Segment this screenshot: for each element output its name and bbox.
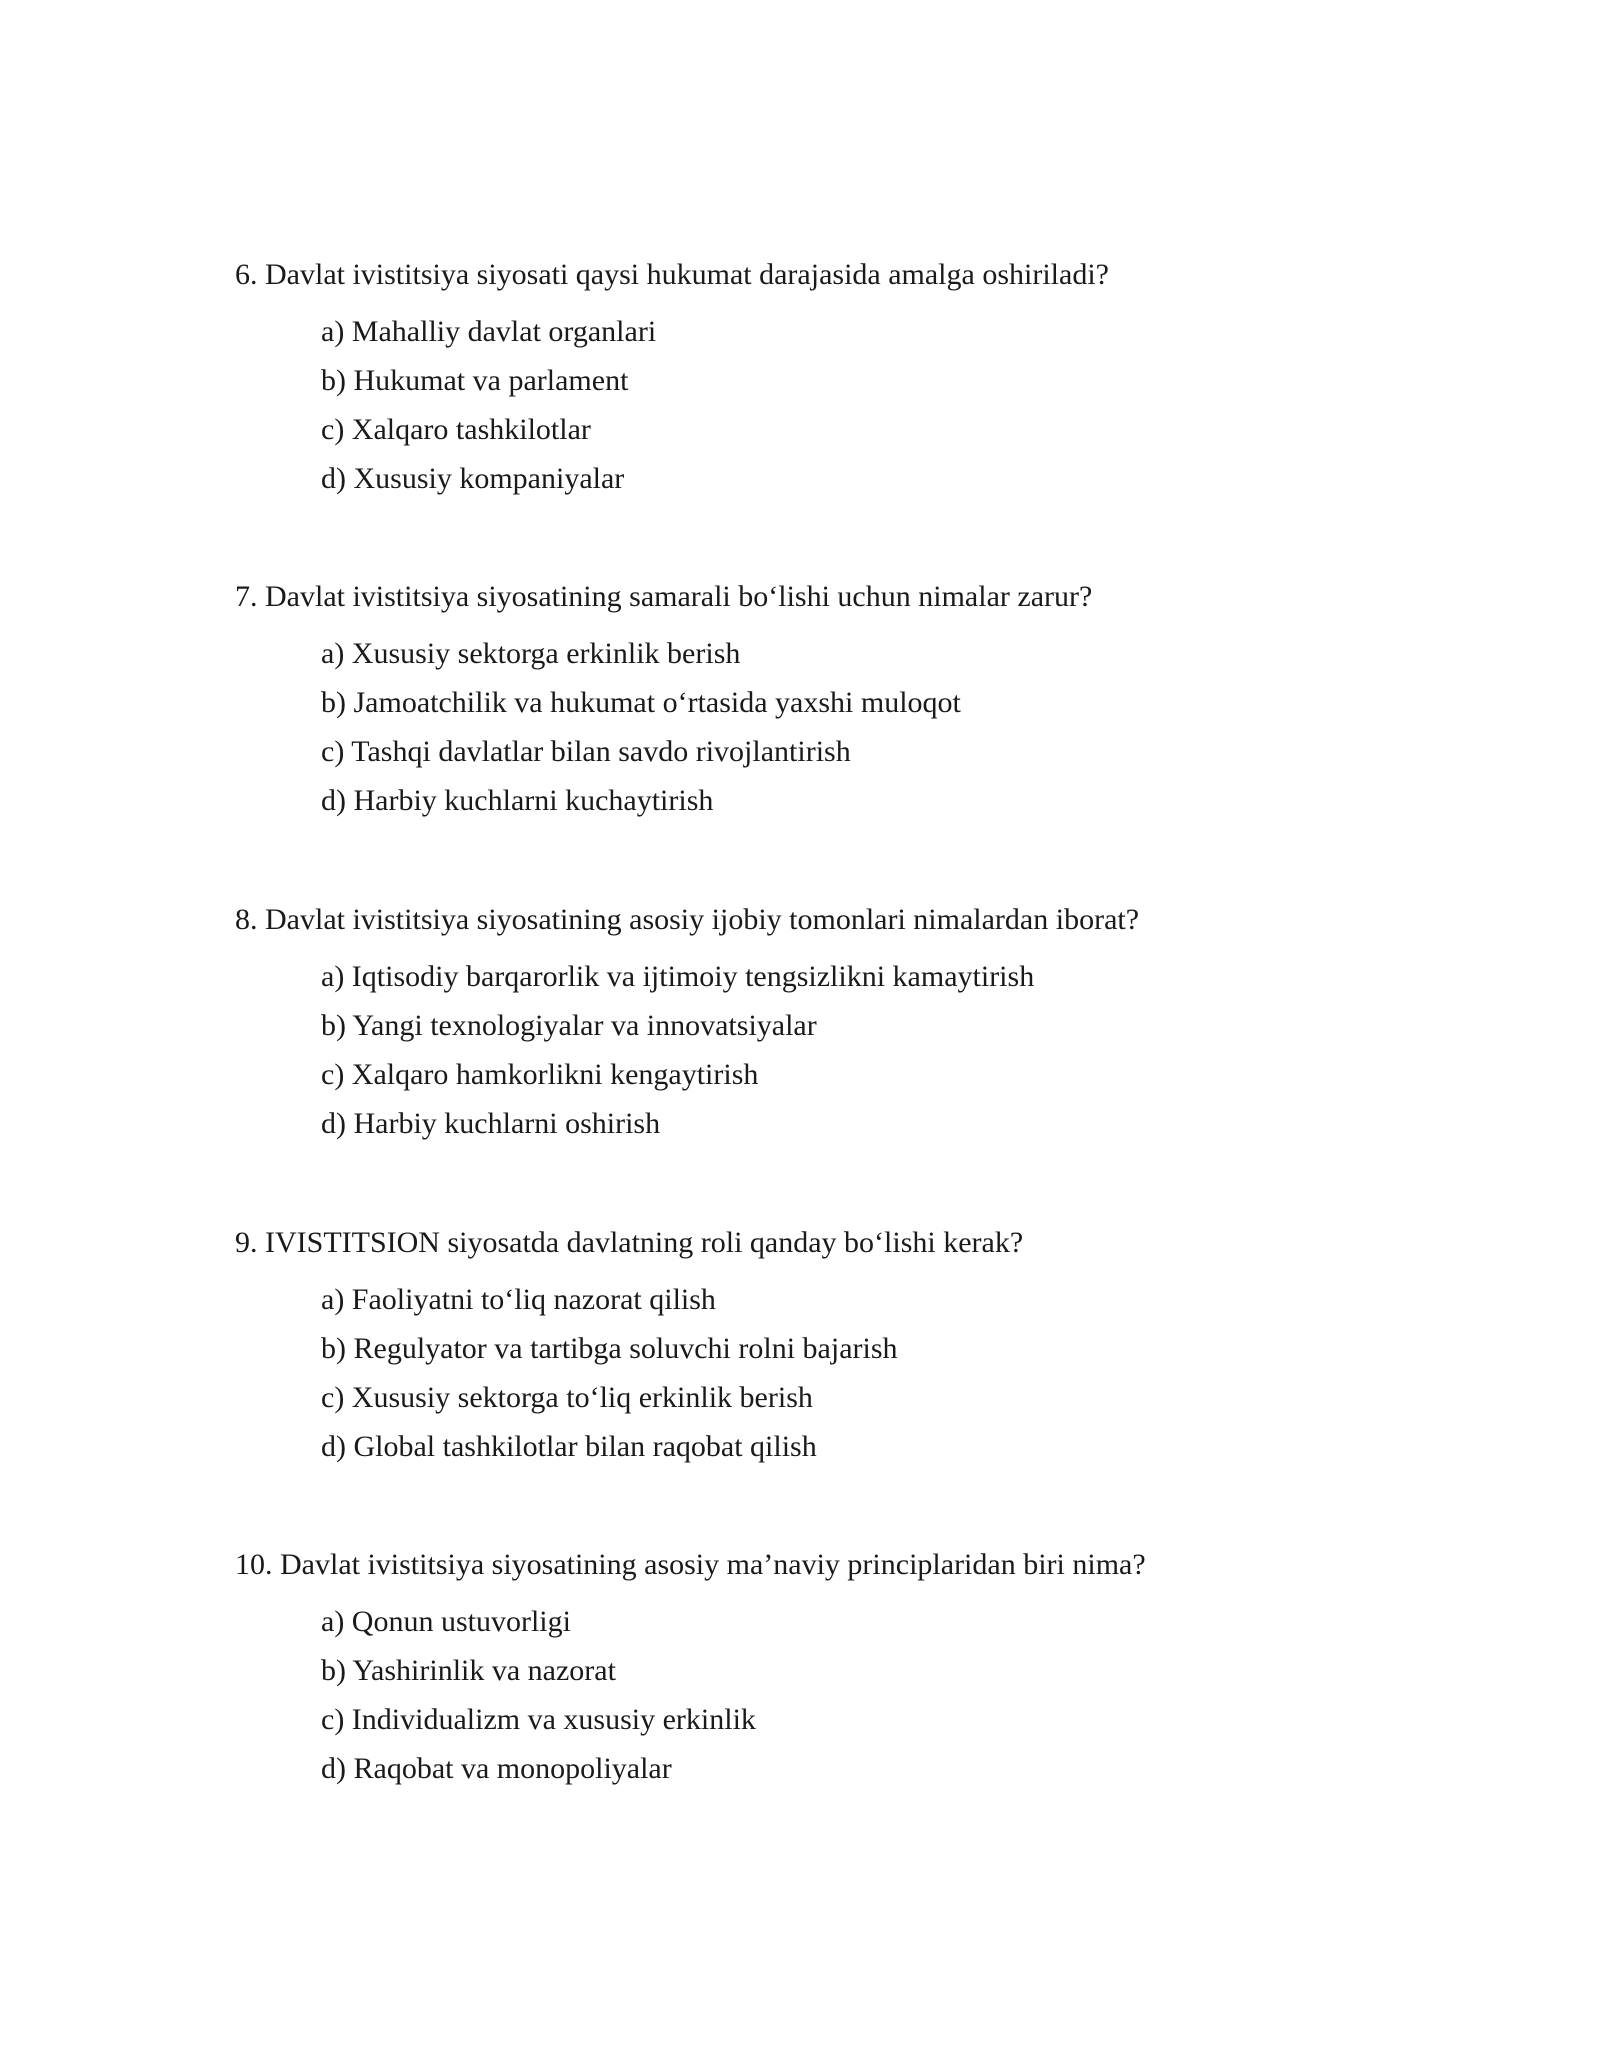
question-block-8 xyxy=(235,902,1435,1155)
question-text: 7. Davlat ivistitsiya siyosatining samarali bo‘lishi uchun nimalar zarur? xyxy=(235,580,1093,613)
option-b: b) Jamoatchilik va hukumat o‘rtasida yaxshi muloqot xyxy=(321,686,961,719)
option-a: a) Mahalliy davlat organlari xyxy=(321,315,657,348)
option-c: c) Xalqaro hamkorlikni kengaytirish xyxy=(321,1058,759,1091)
question-block-10 xyxy=(235,1547,1435,1800)
option-b: b) Hukumat va parlament xyxy=(321,364,629,397)
option-a: a) Faoliyatni to‘liq nazorat qilish xyxy=(321,1283,716,1316)
option-d: d) Raqobat va monopoliyalar xyxy=(321,1752,672,1785)
answer-options xyxy=(321,959,1435,1142)
option-d: d) Xususiy kompaniyalar xyxy=(321,462,625,495)
option-b: b) Yashirinlik va nazorat xyxy=(321,1654,616,1687)
answer-options xyxy=(321,1604,1435,1787)
option-b: b) Yangi texnologiyalar va innovatsiyalar xyxy=(321,1009,817,1042)
question-block-7 xyxy=(235,579,1435,832)
option-c: c) Individualizm va xususiy erkinlik xyxy=(321,1703,756,1736)
option-b: b) Regulyator va tartibga soluvchi rolni bajarish xyxy=(321,1332,898,1365)
question-text: 8. Davlat ivistitsiya siyosatining asosiy ijobiy tomonlari nimalardan iborat? xyxy=(235,903,1140,936)
option-a: a) Xususiy sektorga erkinlik berish xyxy=(321,637,741,670)
question-block-6 xyxy=(235,257,1435,510)
question-text: 6. Davlat ivistitsiya siyosati qaysi hukumat darajasida amalga oshiriladi? xyxy=(235,258,1109,291)
answer-options xyxy=(321,314,1435,497)
option-a: a) Qonun ustuvorligi xyxy=(321,1605,571,1638)
option-c: c) Tashqi davlatlar bilan savdo rivojlantirish xyxy=(321,735,851,768)
question-text: 9. IVISTITSION siyosatda davlatning roli qanday bo‘lishi kerak? xyxy=(235,1226,1024,1259)
option-a: a) Iqtisodiy barqarorlik va ijtimoiy tengsizlikni kamaytirish xyxy=(321,960,1035,993)
option-d: d) Harbiy kuchlarni kuchaytirish xyxy=(321,784,714,817)
answer-options xyxy=(321,636,1435,819)
question-text: 10. Davlat ivistitsiya siyosatining asosiy ma’naviy principlaridan biri nima? xyxy=(235,1548,1146,1581)
question-block-9 xyxy=(235,1225,1435,1478)
option-c: c) Xalqaro tashkilotlar xyxy=(321,413,591,446)
option-c: c) Xususiy sektorga to‘liq erkinlik berish xyxy=(321,1381,813,1414)
option-d: d) Global tashkilotlar bilan raqobat qilish xyxy=(321,1430,817,1463)
answer-options xyxy=(321,1282,1435,1465)
option-d: d) Harbiy kuchlarni oshirish xyxy=(321,1107,661,1140)
